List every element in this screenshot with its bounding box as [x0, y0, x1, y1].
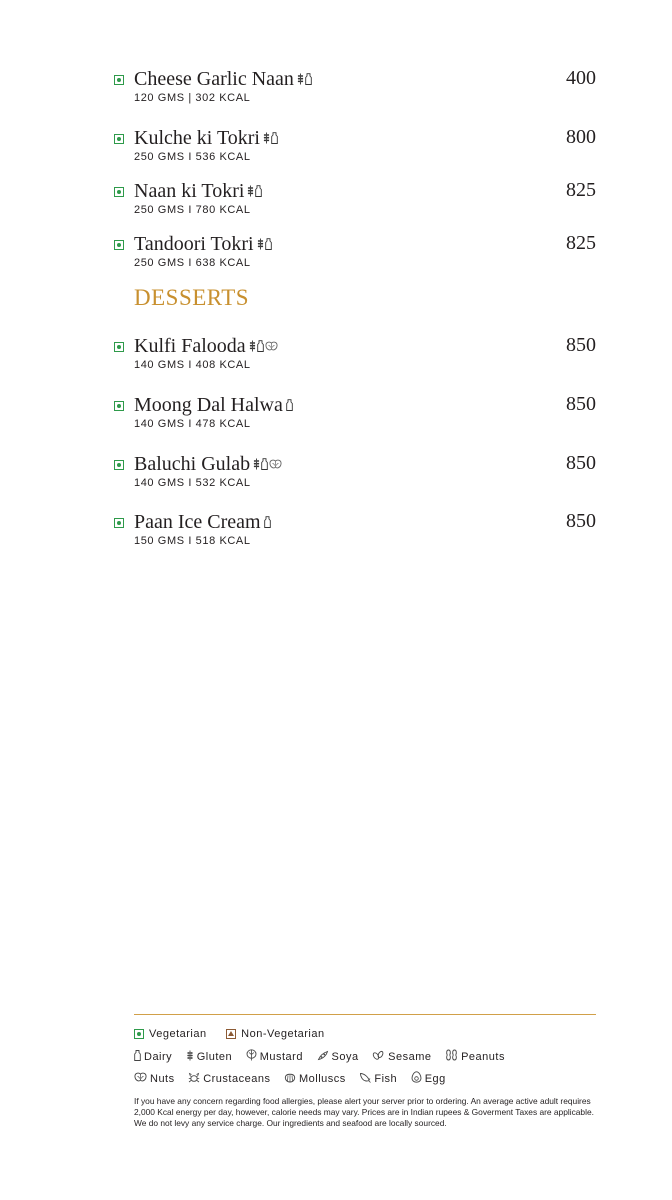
item-weight-calories: 150 GMS I 518 KCAL: [134, 535, 251, 547]
item-name: Paan Ice Cream: [134, 511, 261, 533]
menu-item: [114, 333, 596, 377]
item-price: 850: [566, 334, 596, 356]
allergen-icons: [264, 509, 272, 533]
allergen-icons: [247, 178, 263, 202]
fish-icon: [359, 1072, 374, 1086]
vegetarian-icon: [114, 518, 124, 528]
molluscs-icon: [284, 1072, 299, 1086]
item-weight-calories: 250 GMS I 536 KCAL: [134, 151, 251, 163]
legend-label: Nuts: [150, 1073, 175, 1085]
legend-diet: [134, 1028, 335, 1042]
legend-label: Soya: [331, 1051, 359, 1063]
allergen-icons: [286, 392, 294, 416]
legend-label: Vegetarian: [149, 1028, 207, 1040]
sesame-icon: [372, 1050, 388, 1064]
allergen-icons: [249, 333, 279, 357]
item-name: Tandoori Tokri: [134, 233, 254, 255]
dairy-icon: [264, 510, 272, 532]
nuts-icon: [265, 334, 279, 356]
item-weight-calories: 140 GMS I 408 KCAL: [134, 359, 251, 371]
crustaceans-icon: [188, 1072, 203, 1086]
menu-item: [114, 392, 596, 436]
mustard-icon: [246, 1049, 260, 1064]
menu-item: [114, 178, 596, 222]
menu-item: [114, 231, 596, 275]
legend-label: Sesame: [388, 1051, 432, 1063]
egg-icon: [411, 1071, 425, 1086]
item-price: 850: [566, 510, 596, 532]
item-price: 800: [566, 126, 596, 148]
dairy-icon: [265, 232, 273, 254]
soya-icon: [317, 1050, 332, 1064]
legend-label: Gluten: [196, 1051, 233, 1063]
legend-allergens-row-2: [134, 1071, 456, 1086]
menu-item: [114, 509, 596, 553]
item-name: Kulche ki Tokri: [134, 127, 260, 149]
vegetarian-icon: [114, 342, 124, 352]
legend-label: Peanuts: [461, 1050, 505, 1063]
item-weight-calories: 250 GMS I 638 KCAL: [134, 257, 251, 269]
peanuts-icon: [445, 1049, 461, 1064]
dairy-icon: [271, 126, 279, 148]
menu-item: [114, 66, 596, 110]
vegetarian-icon: [114, 134, 124, 144]
dairy-icon: [134, 1050, 144, 1064]
item-weight-calories: 120 GMS | 302 KCAL: [134, 92, 251, 104]
dairy-icon: [286, 393, 294, 415]
item-price: 825: [566, 179, 596, 201]
legend-label: Fish: [374, 1073, 398, 1085]
menu-item: [114, 125, 596, 169]
item-weight-calories: 250 GMS I 780 KCAL: [134, 204, 251, 216]
item-weight-calories: 140 GMS I 478 KCAL: [134, 418, 251, 430]
item-price: 850: [566, 393, 596, 415]
dairy-icon: [255, 179, 263, 201]
dairy-icon: [305, 67, 313, 89]
nuts-icon: [134, 1072, 150, 1086]
item-price: 825: [566, 232, 596, 254]
nuts-icon: [269, 452, 283, 474]
item-price: 850: [566, 452, 596, 474]
legend-label: Egg: [424, 1072, 446, 1085]
gluten-icon: [253, 452, 261, 474]
non-vegetarian-icon: [226, 1029, 236, 1039]
item-name: Moong Dal Halwa: [134, 394, 283, 416]
vegetarian-icon: [114, 240, 124, 250]
item-price: 400: [566, 67, 596, 89]
divider: [134, 1014, 596, 1015]
legend-label: Non-Vegetarian: [241, 1028, 325, 1040]
vegetarian-icon: [114, 460, 124, 470]
legend-label: Mustard: [259, 1050, 303, 1063]
gluten-icon: [249, 334, 257, 356]
allergen-icons: [297, 66, 313, 90]
legend-allergens-row-1: [134, 1049, 515, 1064]
dairy-icon: [257, 334, 265, 356]
gluten-icon: [263, 126, 271, 148]
legend-label: Dairy: [144, 1051, 173, 1063]
gluten-icon: [297, 67, 305, 89]
menu-item: [114, 451, 596, 495]
item-name: Cheese Garlic Naan: [134, 68, 294, 90]
dairy-icon: [261, 452, 269, 474]
item-name: Kulfi Falooda: [134, 335, 246, 357]
vegetarian-icon: [134, 1029, 144, 1039]
vegetarian-icon: [114, 75, 124, 85]
item-name: Baluchi Gulab: [134, 453, 251, 475]
gluten-icon: [186, 1050, 197, 1064]
vegetarian-icon: [114, 187, 124, 197]
allergen-icons: [253, 451, 283, 475]
disclaimer-text: If you have any concern regarding food allergies, please alert your server prior to ordering. An average active adult requires 2,000 Kcal energy per day, however, calorie needs may vary. Prices are in Indian rupees & Goverment Taxes are applicable. We do not levy any service charge. Our ingredients and seafood are locally sourced.: [134, 1096, 594, 1128]
section-title-desserts: DESSERTS: [134, 285, 250, 310]
allergen-icons: [257, 231, 273, 255]
item-weight-calories: 140 GMS I 532 KCAL: [134, 477, 251, 489]
item-name: Naan ki Tokri: [134, 180, 245, 202]
gluten-icon: [257, 232, 265, 254]
vegetarian-icon: [114, 401, 124, 411]
legend-label: Molluscs: [299, 1073, 346, 1085]
allergen-icons: [263, 125, 279, 149]
legend-label: Crustaceans: [203, 1073, 271, 1085]
